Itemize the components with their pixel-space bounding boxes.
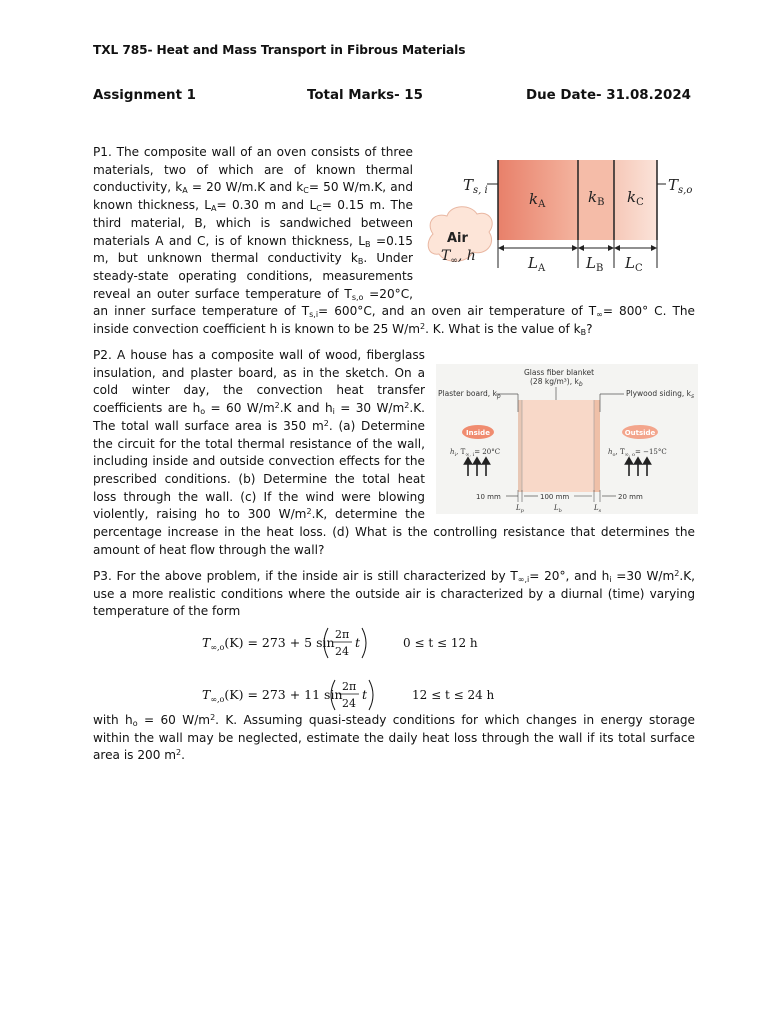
svg-text:T∞,o(K) = 273 + 5 sin: $T_{\infty,o}(K) = 273 + 5$ sin <box>202 635 335 652</box>
due-date-label: Due Date- 31.08.2024 <box>526 88 691 103</box>
svg-text:Lp: $L_p$ <box>516 504 524 514</box>
assignment-label: Assignment 1 <box>93 88 196 103</box>
problem-2: P2. A house has a composite wall of wood, fiberglass insulation, and plaster board, as in the sketch. On a cold winter day, the convection heat transfer coefficients are $h_o = 60$ $W/m^2.K$ and $h_i = 30$ $W/m^2.K$. The total wall surface area is 350 $m^2$. (a) Determine the circuit for the total thermal resistance of the wall, including inside and outside convection effects for the prescribed conditions. (b) Determine the total heat loss through the wall. (c) If the wind were blowing violently, raising ho to 300 $W/m^2.K$, determine the percentage increase in the heat loss. (d) What is the controlling resistance that determines the amount of heat flow through the wall? <box>93 348 695 557</box>
glass-fiber <box>522 400 594 492</box>
svg-text:Lb: $L_b$ <box>554 504 562 514</box>
dim-20mm: 20 mm <box>618 493 643 501</box>
air-label: Air <box>447 231 468 246</box>
lc-label: $L_C$ <box>625 254 643 274</box>
svg-text:24: 24 <box>342 697 356 710</box>
svg-text:Outside: Outside <box>624 429 656 437</box>
inside-conditions: $h_i$, $T_{\infty, i}= 20^\circ C$ <box>450 448 501 458</box>
svg-text:2π: 2π <box>342 680 357 693</box>
inside-arrows <box>465 458 490 476</box>
blanket-label: Glass fiber blanket <box>524 368 595 377</box>
ka-label: $k_A$ <box>529 190 546 210</box>
plywood <box>594 400 600 492</box>
lb-label: $L_B$ <box>586 254 604 274</box>
svg-text:Inside: Inside <box>466 429 490 437</box>
svg-text:24: 24 <box>335 645 349 658</box>
house-wall-figure <box>436 364 698 514</box>
dim-10mm: 10 mm <box>476 493 501 501</box>
svg-text:(28 kg/m³), kb: (28 kg/m³), $k_b$ <box>530 377 583 388</box>
equation-2 <box>198 674 498 716</box>
kb-label: $k_B$ <box>588 188 605 208</box>
problem-3: P3. For the above problem, if the inside air is still characterized by $T_{\infty,i}= 20^\circ$, and $h_i =30$ $W/m^2.K$, use a more realistic conditions where the outside air is characterized by a diurnal (time) varying temperature of the form <box>93 569 695 619</box>
svg-text:12 ≤ t ≤ 24 h: 12 ≤ t ≤ 24 h <box>412 688 495 702</box>
course-title: TXL 785- Heat and Mass Transport in Fibrous Materials <box>93 43 466 57</box>
plaster-label: Plaster board, $k_p$ <box>438 389 501 400</box>
la-label: $L_A$ <box>528 254 546 274</box>
svg-text:t: t <box>355 635 361 650</box>
problem-3-continued: with $h_o = 60$ $W/m^2$. K. Assuming quasi-steady conditions for which changes in energy storage within the wall may be neglected, estimate the daily heat loss through the wall if its total surface area is 200 $m^2$. <box>93 713 695 763</box>
composite-wall-figure <box>425 160 695 278</box>
svg-text:T∞,o(K) = 273 + 11 sin: $T_{\infty,o}(K) = 273 + 11$ sin <box>202 687 343 704</box>
svg-text:2π: 2π <box>335 628 350 641</box>
plywood-label: Plywood siding, $k_s$ <box>626 389 695 400</box>
ts-i-label: $T_{s, i}$ <box>463 176 488 196</box>
dim-100mm: 100 mm <box>540 493 570 501</box>
total-marks-label: Total Marks- 15 <box>307 88 423 103</box>
svg-text:0 ≤ t ≤ 12 h: 0 ≤ t ≤ 12 h <box>403 636 478 650</box>
kc-label: $k_C$ <box>627 188 644 208</box>
svg-text:t: t <box>362 687 368 702</box>
tinf-h-label: $T_\infty$, h <box>441 248 476 266</box>
equation-1 <box>198 622 498 664</box>
outside-arrows <box>626 458 651 476</box>
problem-1: P1. The composite wall of an oven consists of three materials, two of which are of known thermal conductivity, $k_A = 20$ W/m.K and $k_C= 50$ W/m.K, and known thickness, $L_A= 0.30$ m and $L_C= 0.15$ m. The third material, B, which is sandwiched between materials A and C, is of known thickness, $L_B =0.15$ m, but unknown thermal conductivity $k_B$. Under steady-state operating conditions, measurements reveal an outer surface temperature of $T_{s,o} =20^\circ C$, an inner surface temperature of $T_{s,i}= 600^\circ C$, and an oven air temperature of $T_\infty= 800^\circ$ C. The inside convection coefficient h is known to be 25 $W/m^2$. K. What is the value of $k_B$? <box>93 145 695 338</box>
outside-conditions: $h_o$, $T_{\infty, o}= -15^\circ C$ <box>608 448 667 458</box>
svg-text:Ls: $L_s$ <box>594 504 602 514</box>
plaster-board <box>518 400 522 492</box>
ts-o-label: $T_{s,o}$ <box>668 176 693 196</box>
